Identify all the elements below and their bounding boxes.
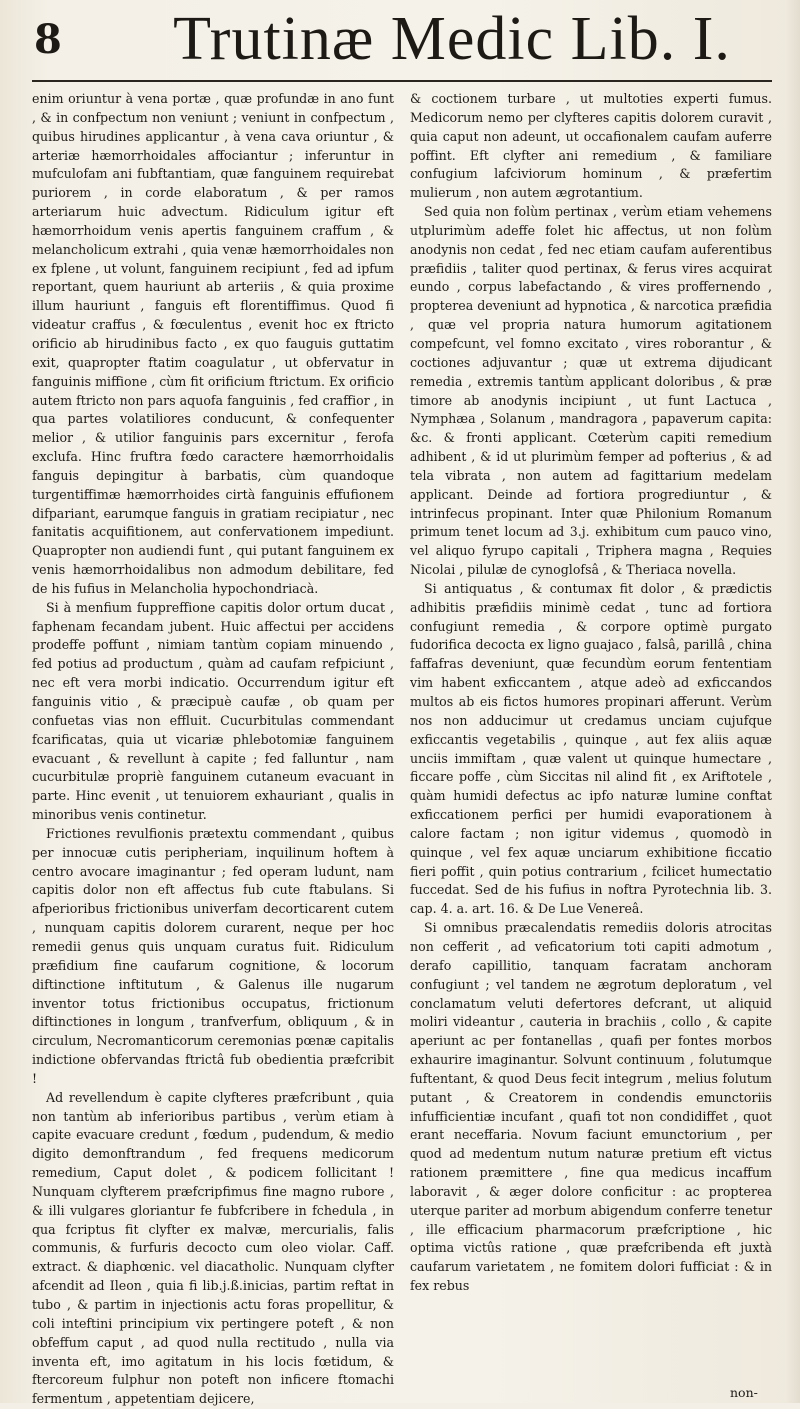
- left-column: [32, 90, 394, 1407]
- paragraph: Si à menfium fuppreffione capitis dolor ortum ducat , faphenam fecandam jubent. Huic affectui per accidens prodeffe poffunt , nimiam tantùm copiam minuendo , fed potius ad productum , quàm ad caufam refpiciunt , nec eft vera morbi indicatio. Occurrendum igitur eft fanguinis vitio , & præcipuè caufæ , ob quam per confuetas vias non effluit. Cucurbitulas commendant fcarificatas, quia ut vicariæ phlebotomiæ fanguinem evacuant , & revellunt à capite ; fed falluntur , nam cucurbitulæ propriè fanguinem cutaneum evacuant in parte. Hinc evenit , ut tenuiorem exhauriant , qualis in minoribus venis continetur.: [32, 599, 394, 823]
- right-column: [410, 90, 772, 1390]
- header-rule: [32, 80, 772, 82]
- paragraph: & coctionem turbare , ut multoties experti fumus. Medicorum nemo per clyfteres capitis dolorem curavit , quia caput non adeunt, ut occafionalem caufam auferre poffint. Eft clyfter ani remedium , & familiare confugium lafciviorum hominum , & præfertim mulierum , non autem ægrotantium.: [410, 91, 772, 201]
- catchword: non-: [730, 1385, 758, 1400]
- paragraph: Sed quia non folùm pertinax , verùm etiam vehemens utplurimùm adeffe folet hic affectus, ut non folùm anodynis non cedat , fed nec etiam caufam auferentibus præfidiis , taliter quod pertinax, & ferus vires acquirat eundo , corpus labefactando , & vires proffernendo , propterea deveniunt ad hypnotica , & narcotica præfidia , quæ vel propria natura humorum agitationem compefcunt, vel fomno excitato , vires roborantur , & coctiones adjuvantur ; quæ ut extrema dijudicant remedia , extremis tantùm applicant doloribus , & præ timore ab anodynis incipiunt , ut funt Lactuca , Nymphæa , Solanum , mandragora , papaverum capita: &c. & fronti applicant. Cœterùm capiti remedium adhibent , & id ut plurimùm femper ad pofterius , & ad tela vibrata , non autem ad fagittarium medelam applicant. Deinde ad fortiora progrediuntur , & intrinfecus propinant. Inter quæ Philonium Romanum primum tenet locum ad 3.j. exhibitum cum pauco vino, vel aliquo fyrupo capitali , Triphera magna , Requies Nicolai , pilulæ de cynoglofsâ , & Theriaca novella.: [410, 204, 773, 578]
- page-header: [22, 5, 782, 80]
- page-number: 8: [34, 16, 62, 63]
- page-edge-shadow: [786, 0, 800, 1403]
- paragraph: enim oriuntur à vena portæ , quæ profundæ in ano funt , & in confpectum non veniunt ; veniunt in confpectum , quibus hirudines applicantur , à vena cava oriuntur , & arteriæ hæmorrhoidales affociantur ; inferuntur in mufculofam ani fubftantiam, quæ fanguinem requirebat puriorem , in corde elaboratum , & per ramos arteriarum huic advectum. Ridiculum igitur eft hæmorrhoidum venis apertis fanguinem craffum , & melancholicum extrahi , quia venæ hæmorrhoidales non ex fplene , ut volunt, fanguinem recipiunt , fed ad ipfum reportant, quem hauriunt ab arteriis , & quia proxime illum hauriunt , fanguis eft florentiffimus. Quod fi videatur craffus , & fœculentus , evenit hoc ex ftricto orificio ab hirudinibus facto , ex quo fauguis guttatim exit, quapropter ftatim coagulatur , ut obfervatur in fanguinis miffione , cùm fit orificium ftrictum. Ex orificio autem ftricto non pars aquofa fanguinis , fed craffior , in qua partes volatiliores conducunt, & confequenter melior , & utilior fanguinis pars excernitur , ferofa exclufa. Hinc fruftra fœdo caractere hæmorrhoidalis fanguis depingitur à barbatis, cùm quandoque turgentiffimæ hæmorrhoides cirtà fanguinis effufionem difpariant, earumque fanguis in gratiam recipiatur , nec fanitatis acquifitionem, aut confervationem impediunt. Quapropter non audiendi funt , qui putant fanguinem ex venis hæmorrhoidalibus non admodum debilitare, fed de his fufius in Melancholia hypochondriacà.: [32, 91, 394, 596]
- paragraph: Si omnibus præcalendatis remediis doloris atrocitas non cefferit , ad veficatorium toti capiti admotum , derafo capillitio, tanquam facratam anchoram confugiunt ; vel tandem ne ægrotum deploratum , vel conclamatum veluti defertores defcrant, ut aliquid moliri videantur , cauteria in brachiis , collo , & capite aperiunt ac per fontanellas , quafi per fontes morbos exhaurire imaginantur. Solvunt continuum , folutumque fuftentant, & quod Deus fecit integrum , melius folutum putant , & Creatorem in condendis emunctoriis infufficientiæ incufant , quafi tot non condidiffet , quot erant neceffaria. Novum faciunt emunctorium , per quod ad medentum nutum naturæ pretium eft victus rationem præmittere , fine qua medicus incaffum laboravit , & æger dolore conficitur : ac propterea uterque pariter ad morbum abigendum conferre tenetur , ille efficacium pharmacorum præfcriptione , hic optima victûs ratione , quæ præfcribenda eft juxtà caufarum varietatem , ne fomitem dolori fufficiat : & in fex rebus: [410, 920, 772, 1294]
- paragraph: Frictiones revulfionis prætextu commendant , quibus per innocuæ cutis peripheriam, inquilinum hoftem à centro avocare imaginantur ; fed operam ludunt, nam capitis dolor non eft affectus fub cute ftabulans. Si afperioribus frictionibus univerfam decorticarent cutem , nunquam capitis dolorem curarent, neque per hoc remedii genus quis unquam curatus fuit. Ridiculum præfidium fine caufarum cognitione, & locorum diftinctione inftitutum , & Galenus ille nugarum inventor totus frictionibus occupatus, frictionum diftinctiones in longum , tranfverfum, obliquum , & in circulum, Necromanticorum ceremonias pœnæ capitalis indictione obfervandas ftrictâ fub obedientia præfcribit !: [32, 825, 394, 1086]
- running-title: Trutinæ Medic Lib. I.: [173, 5, 731, 73]
- paragraph: Si antiquatus , & contumax fit dolor , & prædictis adhibitis præfidiis minimè cedat , tunc ad fortiora confugiunt remedia , & corpore optimè purgato fudorifica decocta ex ligno guajaco , falsâ, parillâ , china faffafras deveniunt, quæ fecundùm eorum fententiam vim habent exficcantem , atque adeò ad exficcandos multos ab eis fictos humores propinari afferunt. Verùm nos non adducimur ut credamus unciam cujufque exficcantis vegetabilis , quinque , aut fex aliis aquæ unciis immiftam , quæ valent ut quinque humectare , ficcare poffe , cùm Siccitas nil alind fit , ex Ariftotele , quàm humidi defectus ac ipfo naturæ lumine conftat exficcationem perfici per humidi evaporationem à calore factam ; non igitur videmus , quomodò in quinque , vel fex aquæ unciarum exhibitione ficcatio fieri poffit , quin potius contrarium , fcilicet humectatio fuccedat. Sed de his fufius in noftra Pyrotechnia lib. 3. cap. 4. a. art. 16. & De Lue Venereâ.: [410, 580, 772, 917]
- paragraph: Ad revellendum è capite clyfteres præfcribunt , quia non tantùm ab inferioribus partibus , verùm etiam à capite evacuare credunt , fœdum , pudendum, & medio digito demonftrandum , fed frequens medicorum remedium, Caput dolet , & podicem follicitant ! Nunquam clyfterem præfcripfimus fine magno rubore , & illi vulgares gloriantur fe fubfcribere in fchedula , in qua fcriptus fit clyfter ex malvæ, mercurialis, falis communis, & furfuris decocto cum oleo violar. Caff. extract. & diaphœnic. vel diacatholic. Nunquam clyfter afcendit ad Ileon , quia fi lib.j.ß.inicias, partim reftat in tubo , & partim in injectionis actu foras propellitur, & coli inteftini principium vix pertingere poteft , & non obfeffum caput , ad quod nulla rectitudo , nulla via inventa eft, imo agitatum in his locis fœtidum, & ftercoreum fulphur non poteft non inficere ftomachi fermentum , appetentiam dejicere,: [32, 1089, 394, 1407]
